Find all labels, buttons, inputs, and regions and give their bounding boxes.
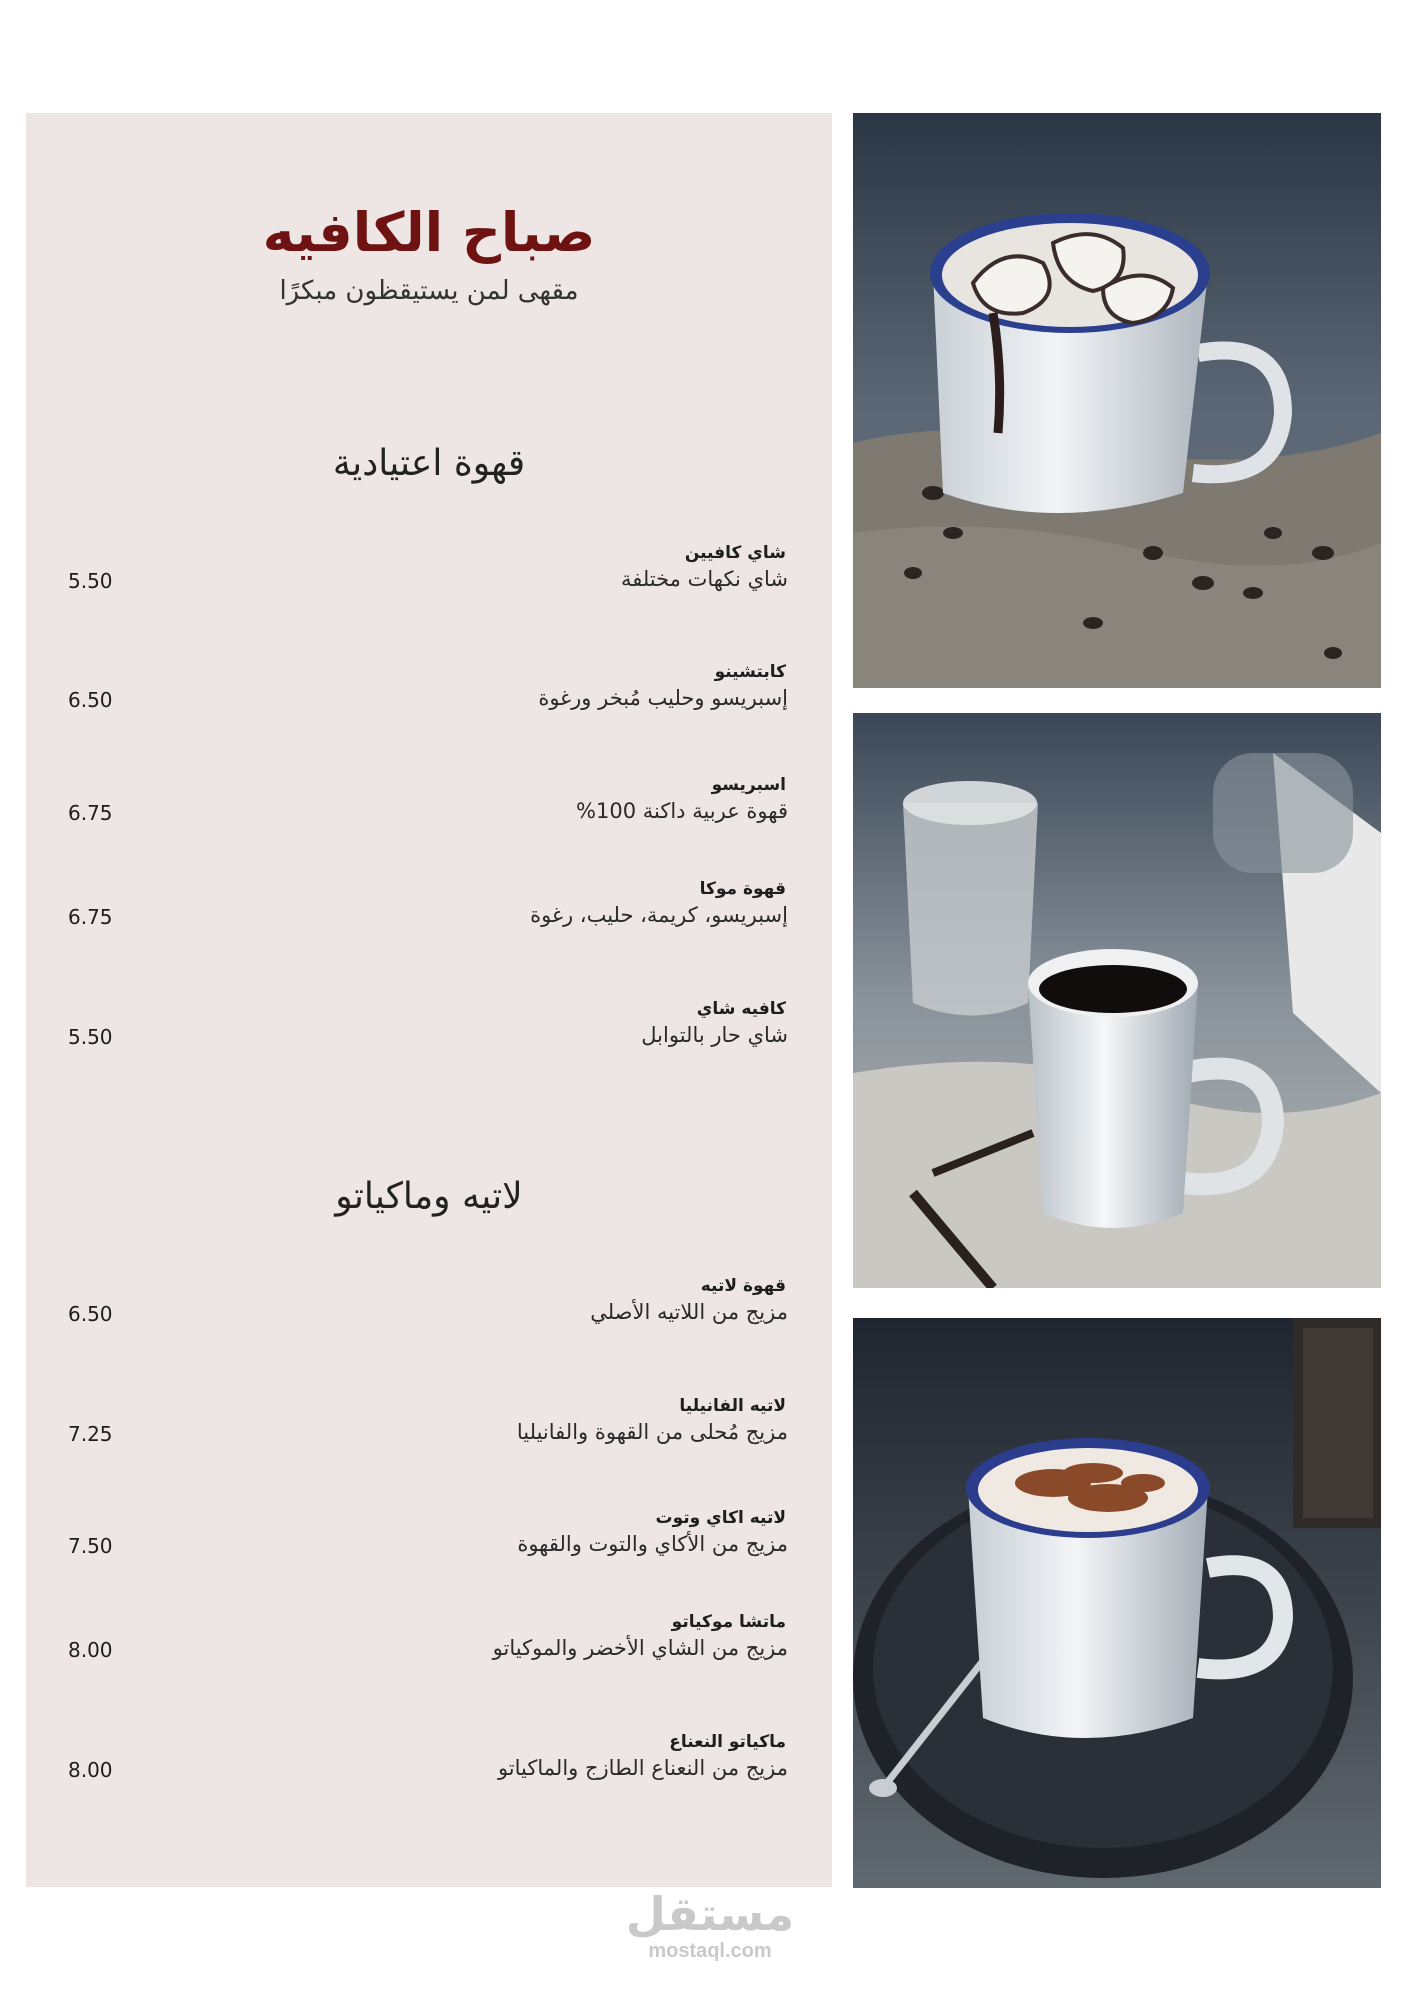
menu-item — [26, 1732, 832, 1802]
hot-chocolate-mug-photo — [853, 113, 1381, 688]
item-name: اسبريسو — [711, 775, 786, 795]
menu-item — [26, 662, 832, 732]
item-name: لاتيه الفانيليا — [679, 1396, 786, 1416]
item-description: شاي حار بالتوابل — [641, 1023, 788, 1047]
item-name: كافيه شاي — [696, 999, 786, 1019]
watermark-url: mostaql.com — [648, 1940, 772, 1962]
item-name: ماكياتو النعناع — [669, 1732, 786, 1752]
item-name: قهوة موكا — [699, 879, 786, 899]
item-name: ماتشا موكياتو — [671, 1612, 786, 1632]
black-coffee-mug-photo — [853, 713, 1381, 1288]
menu-panel — [26, 113, 832, 1887]
item-description: مزيج من الأكاي والتوت والقهوة — [517, 1532, 788, 1556]
menu-item — [26, 1612, 832, 1682]
item-name: شاي كافيين — [684, 543, 786, 563]
item-description: مزيج من اللاتيه الأصلي — [590, 1300, 788, 1324]
cappuccino-mug-photo — [853, 1318, 1381, 1893]
item-price: 6.75 — [68, 905, 113, 929]
section-title-latte-macchiato: لاتيه وماكياتو — [335, 1176, 523, 1217]
cafe-title: صباح الكافيه — [262, 201, 596, 264]
item-description: مزيج مُحلى من القهوة والفانيليا — [516, 1420, 788, 1444]
cafe-subtitle: مقهى لمن يستيقظون مبكرًا — [279, 276, 579, 306]
mostaql-watermark — [600, 1888, 820, 1963]
menu-item — [26, 999, 832, 1069]
menu-item — [26, 543, 832, 613]
item-description: شاي نكهات مختلفة — [620, 567, 788, 591]
item-description: مزيج من النعناع الطازج والماكياتو — [497, 1756, 788, 1780]
item-price: 6.75 — [68, 801, 113, 825]
item-price: 7.25 — [68, 1422, 113, 1446]
item-price: 5.50 — [68, 1025, 113, 1049]
menu-item — [26, 879, 832, 949]
item-description: إسبريسو، كريمة، حليب، رغوة — [530, 903, 788, 927]
item-price: 7.50 — [68, 1534, 113, 1558]
watermark-logo: مستقل — [625, 1887, 795, 1941]
item-description: مزيج من الشاي الأخضر والموكياتو — [492, 1636, 788, 1660]
item-description: قهوة عربية داكنة 100% — [576, 799, 788, 823]
item-price: 6.50 — [68, 688, 113, 712]
item-name: قهوة لاتيه — [700, 1276, 786, 1296]
menu-item — [26, 1276, 832, 1346]
section-title-regular-coffee: قهوة اعتيادية — [332, 443, 526, 484]
item-description: إسبريسو وحليب مُبخر ورغوة — [538, 686, 788, 710]
item-price: 8.00 — [68, 1638, 113, 1662]
menu-item — [26, 1396, 832, 1466]
item-price: 5.50 — [68, 569, 113, 593]
menu-item — [26, 775, 832, 845]
item-name: كابتشينو — [714, 662, 786, 682]
item-name: لاتيه اكاي وتوت — [655, 1508, 786, 1528]
menu-item — [26, 1508, 832, 1578]
item-price: 8.00 — [68, 1758, 113, 1782]
item-price: 6.50 — [68, 1302, 113, 1326]
